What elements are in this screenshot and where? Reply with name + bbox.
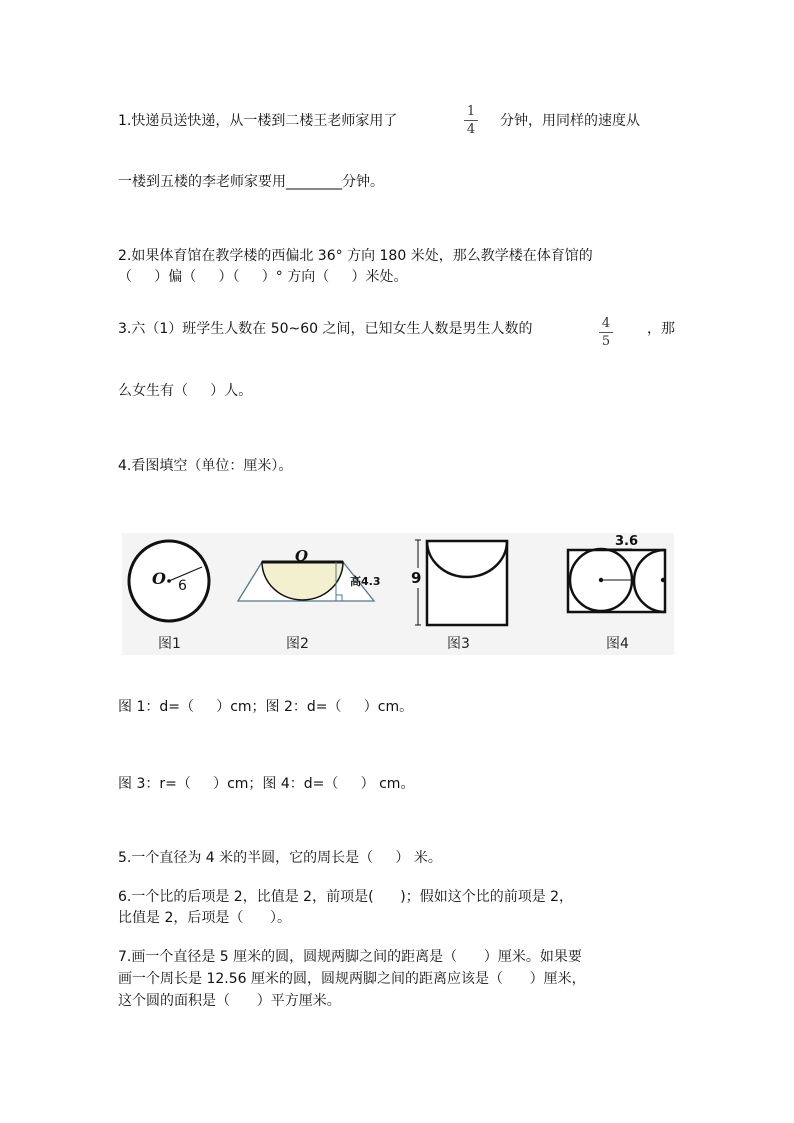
q5-line1-text: 5.一个直径为 4 米的半圆，它的周长是（ ） 米。 [118, 850, 442, 866]
figure4-top-label: 3.6 [615, 534, 639, 549]
figure2-height-label: 高4.3 [350, 575, 381, 588]
q6-line2-text: 比值是 2，后项是（ ）。 [118, 910, 292, 926]
fraction-bar [599, 332, 613, 333]
q3-fraction-denominator: 5 [601, 334, 611, 349]
q3-line1-text: 3.六（1）班学生人数在 50~60 之间，已知女生人数是男生人数的 [118, 321, 533, 337]
q4-title: 4.看图填空（单位：厘米）。 [118, 458, 293, 474]
figure3-rectangle-semicircle [415, 540, 507, 625]
q4-figure-panel [122, 533, 674, 655]
figure1-circle [129, 541, 209, 621]
q2-line1-text: 2.如果体育馆在教学楼的西偏北 36° 方向 180 米处，那么教学楼在体育馆的 [118, 248, 593, 264]
q6-line1-text: 6.一个比的后项是 2，比值是 2，前项是( )；假如这个比的前项是 2， [118, 889, 574, 905]
figure1-radius-label: 6 [178, 578, 187, 594]
q1-fraction [461, 104, 481, 137]
figure1-center-label: O [152, 569, 166, 588]
q4-answer-line2: 图 3：r=（ ）cm；图 4：d=（ ） cm。 [118, 776, 415, 792]
q1-fraction-numerator: 1 [466, 104, 476, 119]
q1-line2-text: 一楼到五楼的李老师家要用________分钟。 [118, 174, 384, 190]
q7-line1-text: 7.画一个直径是 5 厘米的圆，圆规两脚之间的距离是（ ）厘米。如果要 [118, 949, 582, 965]
figure3-caption: 图3 [447, 636, 470, 652]
figure4-caption: 图4 [606, 636, 629, 652]
q7-line3-text: 这个圆的面积是（ ）平方厘米。 [118, 993, 341, 1009]
fraction-bar [464, 120, 478, 121]
q3-fraction-numerator: 4 [601, 316, 611, 331]
q1-line1-text: 1.快递员送快递，从一楼到二楼王老师家用了 [118, 113, 398, 129]
figure2-caption: 图2 [286, 636, 309, 652]
q3-line2-text: 么女生有（ ）人。 [118, 383, 253, 399]
q3-line1-after-text: ，那 [647, 321, 675, 337]
q7-line2-text: 画一个周长是 12.56 厘米的圆，圆规两脚之间的距离应该是（ ）厘米， [118, 971, 586, 987]
q1-line1-after-text: 分钟，用同样的速度从 [500, 113, 640, 129]
figure1-caption: 图1 [158, 636, 181, 652]
q3-fraction [596, 316, 616, 349]
q1-fraction-denominator: 4 [466, 122, 476, 137]
figure4-rectangle-circles [568, 549, 665, 612]
figure2-center-label: O [295, 547, 309, 565]
q2-line2-text: （ ）偏（ ）（ ）° 方向（ ）米处。 [118, 269, 408, 285]
q4-figures-drawing [122, 533, 674, 655]
figure3-side-label: 9 [411, 569, 422, 587]
q4-answer-line1: 图 1：d=（ ）cm；图 2：d=（ ）cm。 [118, 699, 414, 715]
